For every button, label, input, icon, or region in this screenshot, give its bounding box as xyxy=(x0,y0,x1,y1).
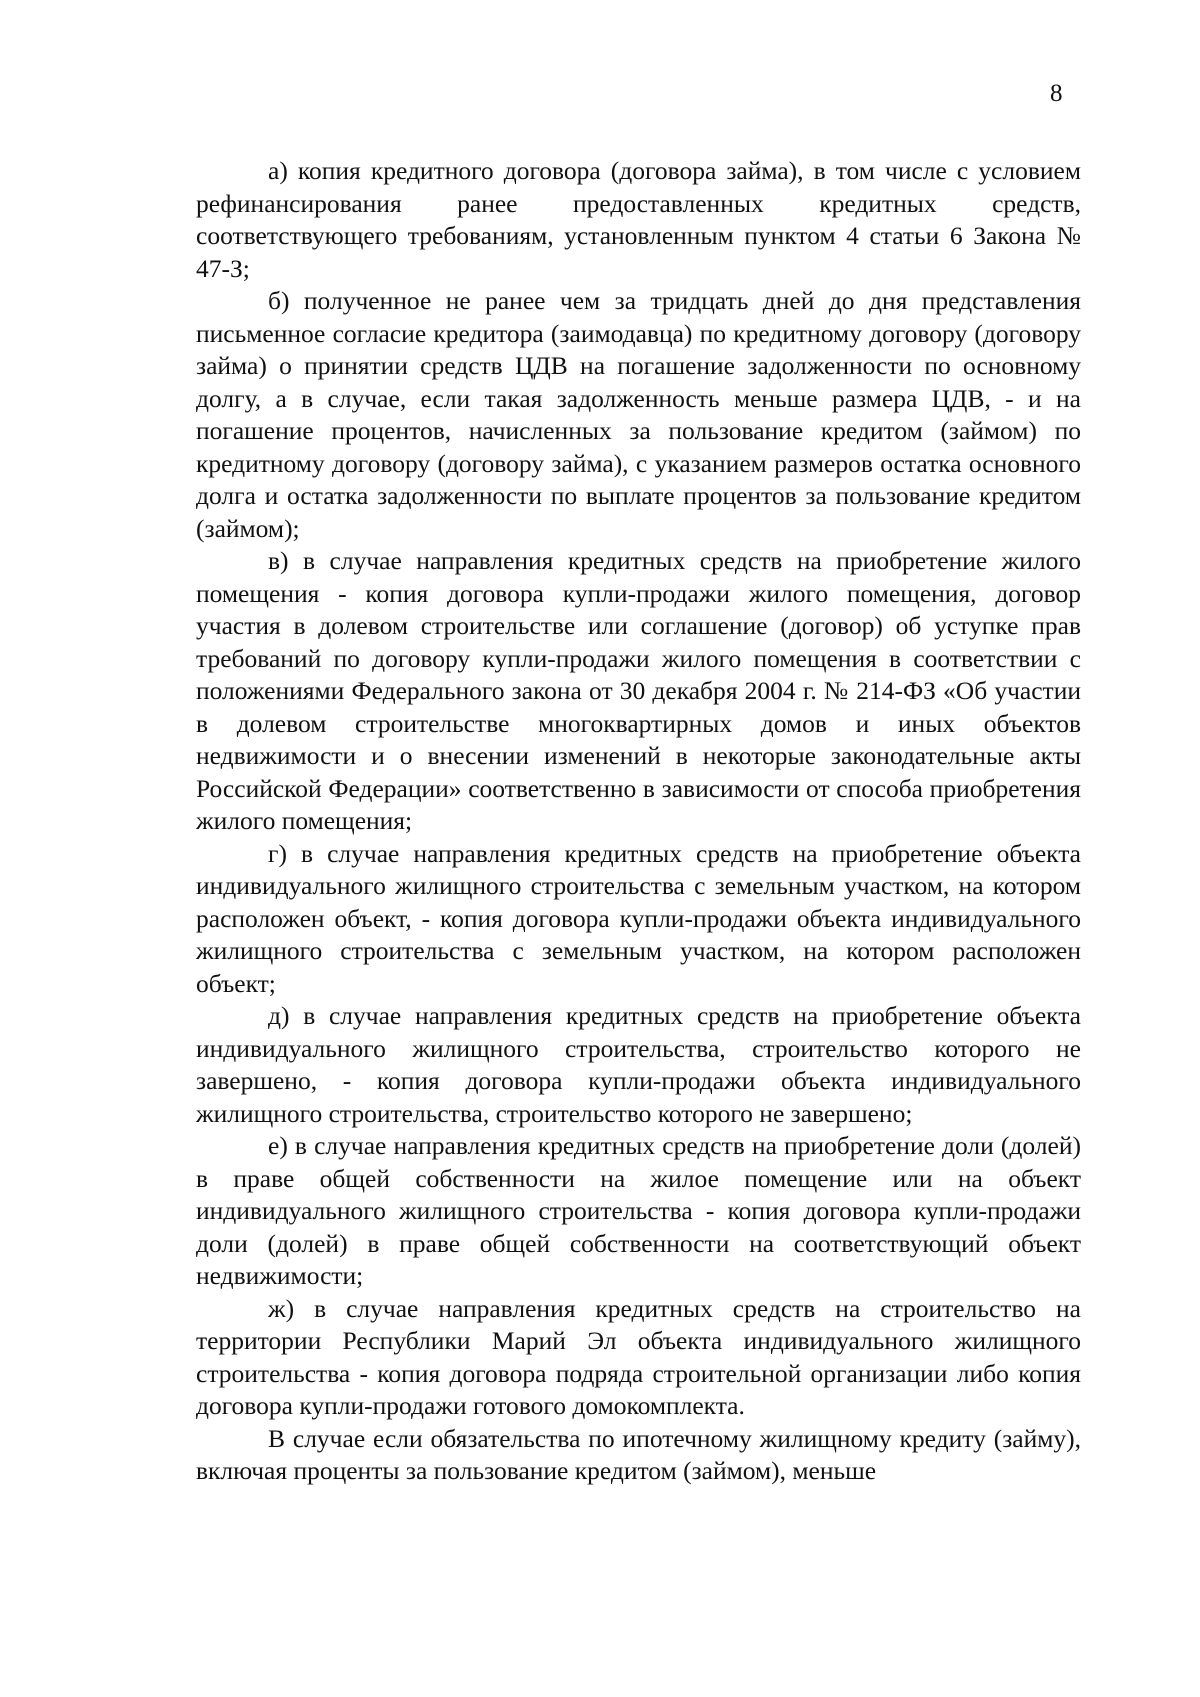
paragraph-b: б) полученное не ранее чем за тридцать дней до дня представления письменное согласие кредитора (заимодавца) по кредитному договору (договору займа) о принятии средств ЦДВ на погашение задолженности по основному долгу, а в случае, если такая задолженность меньше размера ЦДВ, - и на погашение процентов, начисленных за пользование кредитом (займом) по кредитному договору (договору займа), с указанием размеров остатка основного долга и остатка задолженности по выплате процентов за пользование кредитом (займом); xyxy=(196,286,1081,543)
paragraph-v: в) в случае направления кредитных средств на приобретение жилого помещения - копия договора купли-продажи жилого помещения, договор участия в долевом строительстве или соглашение (договор) об уступке прав требований по договору купли-продажи жилого помещения в соответствии с положениями Федерального закона от 30 декабря 2004 г. № 214-ФЗ «Об участии в долевом строительстве многоквартирных домов и иных объектов недвижимости и о внесении изменений в некоторые законодательные акты Российской Федерации» соответственно в зависимости от способа приобретения жилого помещения; xyxy=(196,546,1081,835)
document-body xyxy=(196,155,1081,1488)
paragraph-e: е) в случае направления кредитных средств на приобретение доли (долей) в праве общей собственности на жилое помещение или на объект индивидуального жилищного строительства - копия договора купли-продажи доли (долей) в праве общей собственности на соответствующий объект недвижимости; xyxy=(196,1131,1081,1290)
paragraph-continuation: В случае если обязательства по ипотечному жилищному кредиту (займу), включая проценты за пользование кредитом (займом), меньше xyxy=(196,1423,1081,1485)
paragraph-zh: ж) в случае направления кредитных средств на строительство на территории Республики Марий Эл объекта индивидуального жилищного строительства - копия договора подряда строительной организации либо копия договора купли-продажи готового домокомплекта. xyxy=(196,1293,1081,1420)
paragraph-a: а) копия кредитного договора (договора займа), в том числе с условием рефинансирования ранее предоставленных кредитных средств, соответствующего требованиям, установленным пунктом 4 статьи 6 Закона № 47-З; xyxy=(196,156,1081,283)
page-number: 8 xyxy=(1050,80,1063,107)
paragraph-d: д) в случае направления кредитных средств на приобретение объекта индивидуального жилищного строительства, строительство которого не завершено, - копия договора купли-продажи объекта индивидуального жилищного строительства, строительство которого не завершено; xyxy=(196,1001,1081,1128)
paragraph-g: г) в случае направления кредитных средств на приобретение объекта индивидуального жилищного строительства с земельным участком, на котором расположен объект, - копия договора купли-продажи объекта индивидуального жилищного строительства с земельным участком, на котором расположен объект; xyxy=(196,838,1081,998)
